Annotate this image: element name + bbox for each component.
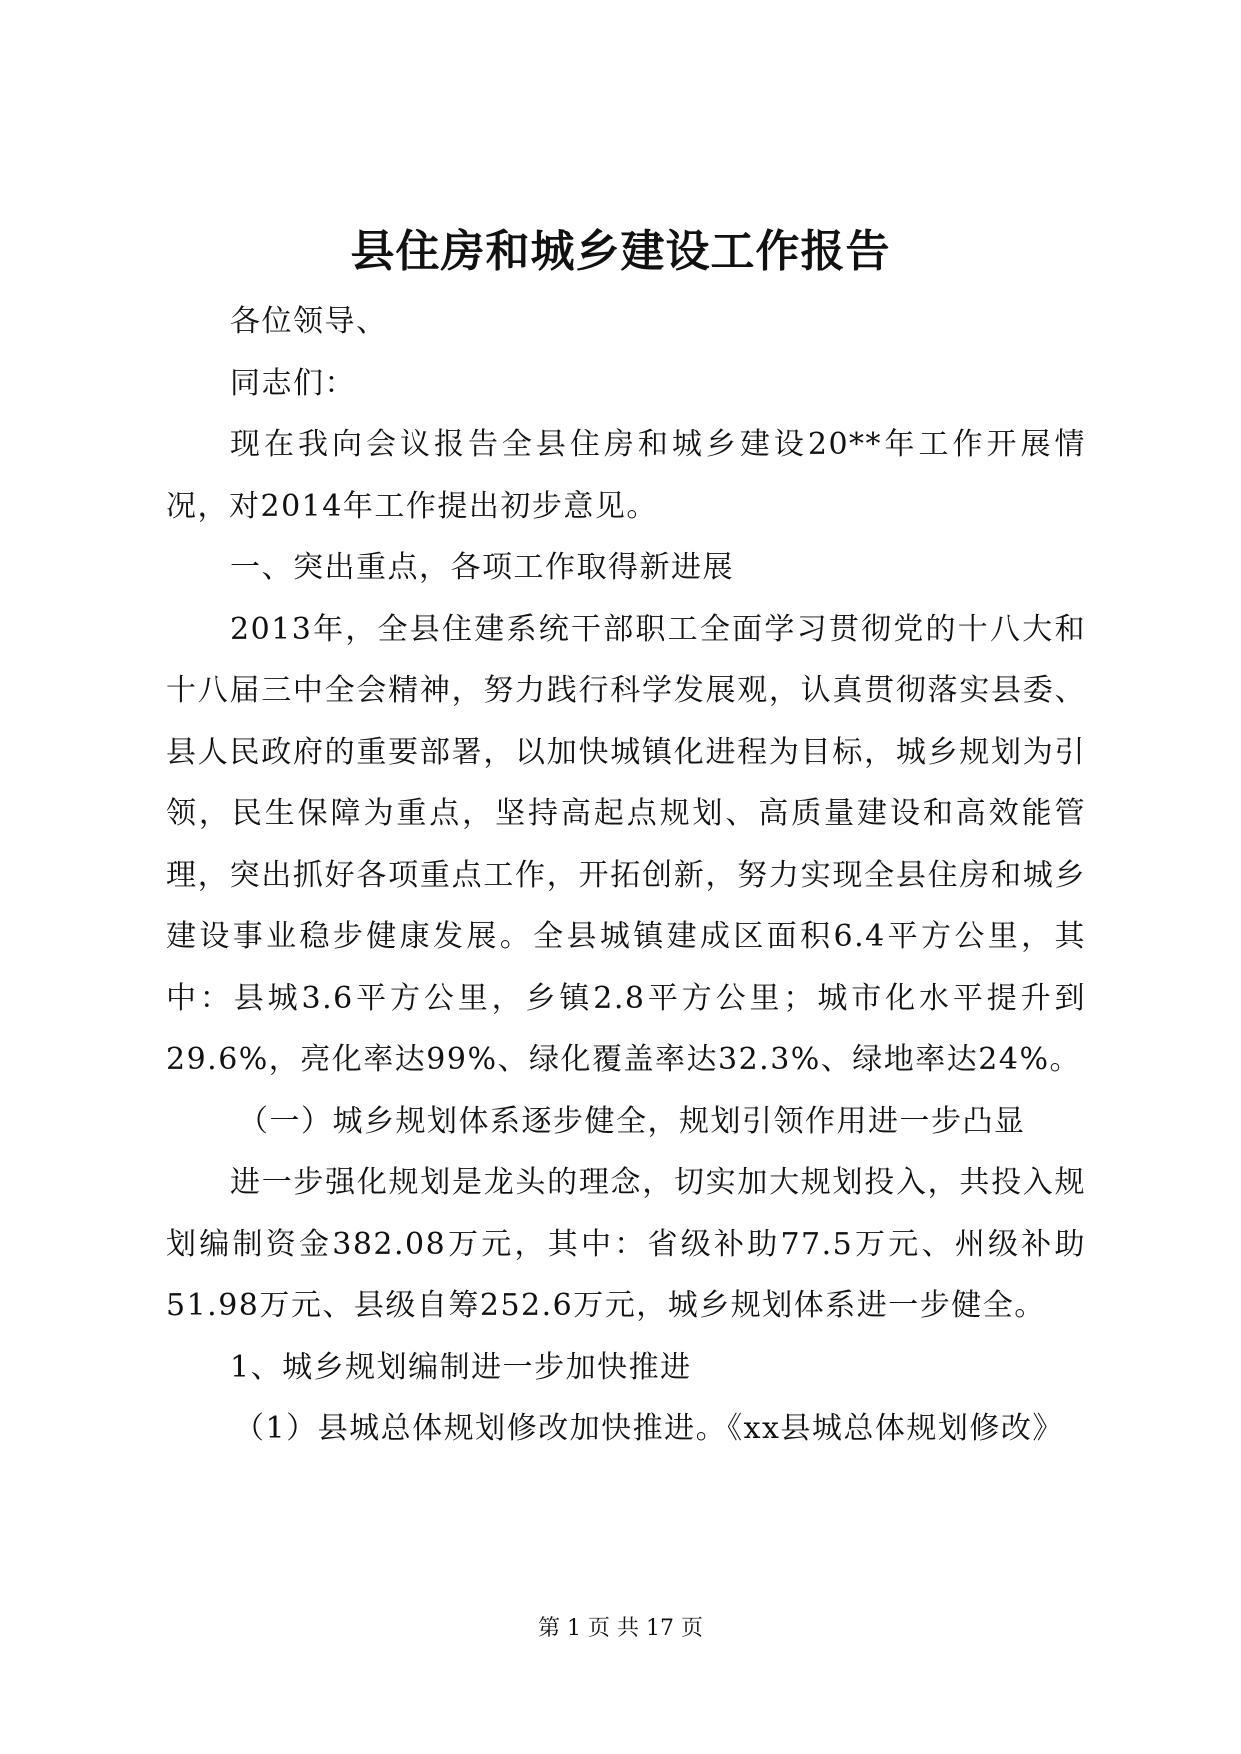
salutation-line-1: 各位领导、 xyxy=(230,304,388,339)
paragraph-summary-2013: 2013年，全县住建系统干部职工全面学习贯彻党的十八大和十八届三中全会精神，努力践行科学发展观，认真贯彻落实县委、县人民政府的重要部署，以加快城镇化进程为目标，城乡规划为引领，民生保障为重点，坚持高起点规划、高质量建设和高效能管理，突出抓好各项重点工作，开拓创新，努力实现全县住房和城乡建设事业稳步健康发展。全县城镇建成区面积6.4平方公里，其中：县城3.6平方公里，乡镇2.8平方公里；城市化水平提升到29.6%，亮化率达99%、绿化覆盖率达32.3%、绿地率达24%。 xyxy=(166,611,1086,1077)
section-heading-1: 一、突出重点，各项工作取得新进展 xyxy=(230,550,734,585)
paragraph-planning-funds: 进一步强化规划是龙头的理念，切实加大规划投入，共投入规划编制资金382.08万元，其中：省级补助77.5万元、州级补助51.98万元、县级自筹252.6万元，城乡规划体系进一步健全。 xyxy=(166,1165,1086,1323)
subsection-heading-1: （一）城乡规划体系逐步健全，规划引领作用进一步凸显 xyxy=(238,1103,1026,1139)
item-heading-1: 1、城乡规划编制进一步加快推进 xyxy=(230,1349,692,1385)
salutation-line-2: 同志们： xyxy=(230,365,356,401)
document-title: 县住房和城乡建设工作报告 xyxy=(350,226,891,277)
paragraph-intro: 现在我向会议报告全县住房和城乡建设20**年工作开展情况，对2014年工作提出初步意见。 xyxy=(166,427,1086,524)
page-footer: 第 1 页 共 17 页 xyxy=(538,1616,703,1641)
item-paragraph-1: （1）县城总体规划修改加快推进。《xx县城总体规划修改》 xyxy=(234,1411,1064,1446)
document-body xyxy=(166,291,1086,1460)
